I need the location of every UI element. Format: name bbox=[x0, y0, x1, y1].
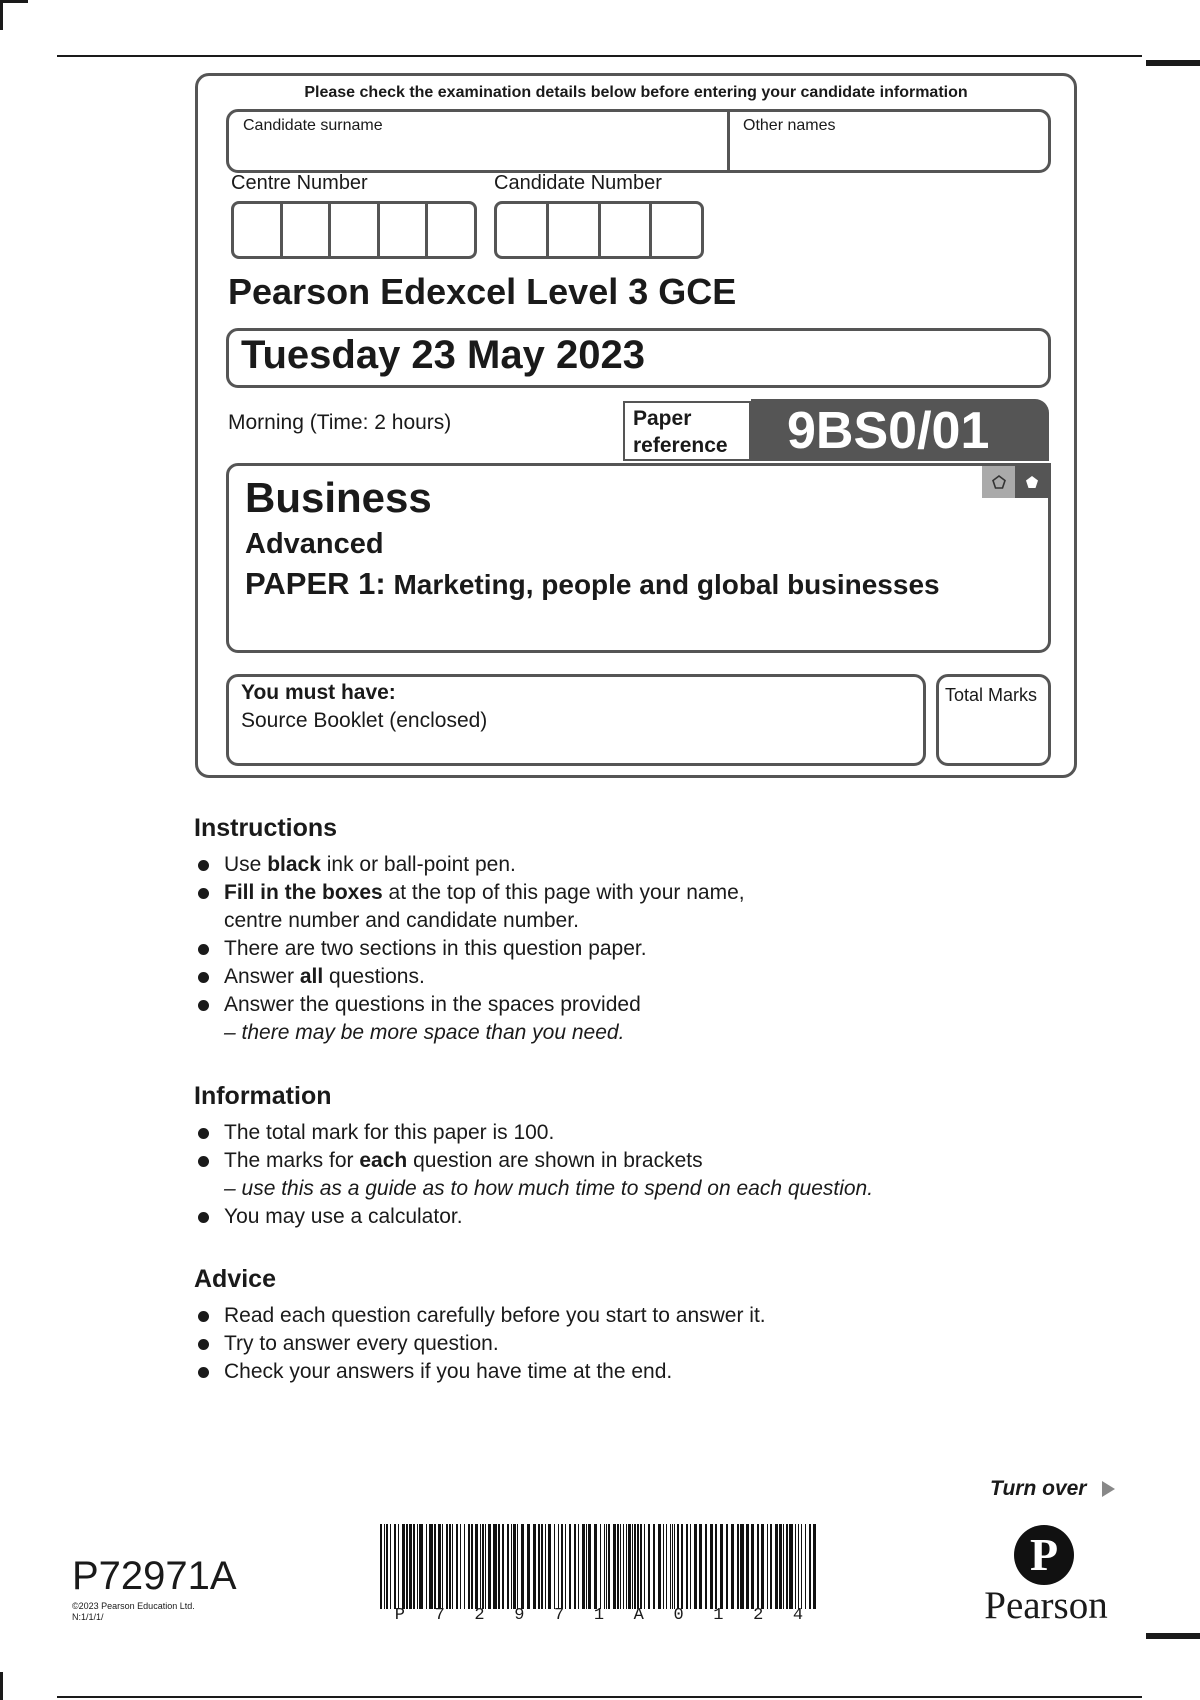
barcode-bar bbox=[480, 1524, 481, 1609]
barcode-bar bbox=[674, 1524, 675, 1609]
digit-box[interactable] bbox=[549, 204, 601, 256]
candidate-surname-field[interactable]: Candidate surname bbox=[243, 117, 383, 134]
paper-name: Marketing, people and global businesses bbox=[385, 569, 940, 600]
list-item bbox=[194, 1147, 994, 1203]
bottom-rule bbox=[57, 1696, 1142, 1698]
other-names-field[interactable]: Other names bbox=[743, 117, 836, 134]
barcode-bar bbox=[406, 1524, 408, 1609]
barcode-digit: 1 bbox=[593, 1606, 605, 1625]
barcode-bar bbox=[475, 1524, 478, 1609]
paper-reference-label-line-1: Paper bbox=[633, 407, 692, 430]
advice-section bbox=[194, 1265, 994, 1386]
barcode-bar bbox=[586, 1524, 587, 1609]
pearson-logo-mark: P bbox=[1014, 1525, 1074, 1585]
margin-mark-bottom-right bbox=[1146, 1633, 1200, 1639]
barcode-bar bbox=[554, 1524, 555, 1609]
paper-reference-label-line-2: reference bbox=[633, 434, 728, 457]
name-box bbox=[226, 109, 1051, 173]
item-italic: – there may be more space than you need. bbox=[224, 1021, 625, 1044]
paper-reference-code: 9BS0/01 bbox=[751, 399, 1049, 461]
barcode-bar bbox=[740, 1524, 744, 1609]
barcode-bar bbox=[786, 1524, 788, 1609]
barcode-bar bbox=[449, 1524, 451, 1609]
digit-box[interactable] bbox=[234, 204, 283, 256]
barcode-bar bbox=[767, 1524, 768, 1609]
barcode-bar bbox=[694, 1524, 697, 1609]
barcode-bar bbox=[798, 1524, 799, 1609]
barcode-bar bbox=[690, 1524, 691, 1609]
paper-number: PAPER 1: bbox=[245, 566, 386, 601]
barcode-bar bbox=[538, 1524, 540, 1609]
digit-box[interactable] bbox=[497, 204, 549, 256]
barcode-digit: 9 bbox=[514, 1606, 525, 1625]
centre-number-boxes[interactable] bbox=[231, 201, 477, 259]
barcode-digit: P bbox=[394, 1606, 405, 1625]
subject-box bbox=[226, 463, 1051, 653]
barcode-bar bbox=[409, 1524, 412, 1609]
barcode-bar bbox=[561, 1524, 563, 1609]
barcode-bar bbox=[434, 1524, 436, 1609]
digit-box[interactable] bbox=[331, 204, 380, 256]
barcode-bar bbox=[394, 1524, 396, 1609]
barcode-bar bbox=[751, 1524, 754, 1609]
barcode-bar bbox=[783, 1524, 784, 1609]
item-text: questions. bbox=[323, 965, 425, 988]
item-text: Answer bbox=[224, 965, 300, 988]
barcode-digit: 2 bbox=[753, 1606, 764, 1625]
copyright-line: ©2023 Pearson Education Ltd. bbox=[72, 1601, 195, 1611]
corner-mark-top-left-h bbox=[0, 0, 28, 3]
barcode-bar bbox=[521, 1524, 524, 1609]
list-item: Check your answers if you have time at the end. bbox=[194, 1358, 994, 1386]
subject-title: Business bbox=[245, 474, 432, 521]
barcode-bar bbox=[620, 1524, 621, 1609]
barcode-bar bbox=[460, 1524, 461, 1609]
barcode-bar bbox=[527, 1524, 530, 1609]
item-bold: all bbox=[299, 965, 324, 988]
barcode-bar bbox=[746, 1524, 749, 1609]
barcode-bar bbox=[426, 1524, 427, 1609]
barcode-bar bbox=[464, 1524, 465, 1609]
candidate-number-boxes[interactable] bbox=[494, 201, 704, 259]
barcode-bar bbox=[511, 1524, 512, 1609]
item-bold: black bbox=[267, 853, 321, 876]
check-details-note: Please check the examination details below before entering your candidate information bbox=[304, 84, 968, 101]
barcode-bar bbox=[438, 1524, 441, 1609]
barcode-bar bbox=[813, 1524, 816, 1609]
barcode-bar bbox=[613, 1524, 616, 1609]
barcode-bar bbox=[390, 1524, 391, 1609]
barcode-bar bbox=[663, 1524, 664, 1609]
barcode-bar bbox=[617, 1524, 619, 1609]
barcode-bar bbox=[398, 1524, 399, 1609]
barcode-bar bbox=[731, 1524, 734, 1609]
barcode-bar bbox=[569, 1524, 571, 1609]
list-item: Read each question carefully before you start to answer it. bbox=[194, 1302, 994, 1330]
barcode-bar bbox=[578, 1524, 579, 1609]
pearson-logo bbox=[972, 1525, 1120, 1635]
barcode-bar bbox=[623, 1524, 624, 1609]
item-bold: each bbox=[359, 1149, 408, 1172]
barcode-bar bbox=[715, 1524, 717, 1609]
name-box-divider bbox=[727, 112, 730, 170]
barcode-bar bbox=[634, 1524, 636, 1609]
barcode-bar bbox=[380, 1524, 382, 1609]
list-item bbox=[194, 991, 994, 1047]
item-text: ink or ball-point pen. bbox=[320, 853, 516, 876]
list-item: You may use a calculator. bbox=[194, 1203, 994, 1231]
calculator-icons bbox=[982, 466, 1048, 498]
barcode-bar bbox=[565, 1524, 566, 1609]
barcode-bar bbox=[686, 1524, 688, 1609]
digit-box[interactable] bbox=[428, 204, 474, 256]
barcode-bar bbox=[681, 1524, 683, 1609]
barcode-bar bbox=[737, 1524, 739, 1609]
barcode-bar bbox=[468, 1524, 470, 1609]
copyright-line: N:1/1/1/ bbox=[72, 1612, 104, 1622]
turn-over-arrow-icon bbox=[1102, 1481, 1115, 1497]
instructions-heading: Instructions bbox=[194, 814, 338, 842]
barcode-bar bbox=[558, 1524, 559, 1609]
barcode-bar bbox=[417, 1524, 418, 1609]
barcode-bar bbox=[517, 1524, 518, 1609]
barcode-bar bbox=[672, 1524, 673, 1609]
barcode-bar bbox=[761, 1524, 764, 1609]
item-text: Use bbox=[224, 853, 268, 876]
total-marks-label: Total Marks bbox=[945, 685, 1038, 705]
barcode-bar bbox=[644, 1524, 645, 1609]
information-heading: Information bbox=[194, 1082, 332, 1110]
barcode-bar bbox=[507, 1524, 509, 1609]
barcode-bar bbox=[384, 1524, 385, 1609]
barcode-bar bbox=[775, 1524, 778, 1609]
candidate-number-label: Candidate Number bbox=[494, 172, 662, 194]
corner-mark-bottom-left bbox=[0, 1672, 3, 1700]
digit-box[interactable] bbox=[380, 204, 429, 256]
barcode-bar bbox=[779, 1524, 782, 1609]
must-have-box bbox=[226, 674, 926, 766]
barcode-bar bbox=[805, 1524, 806, 1609]
must-have-label: You must have: bbox=[241, 681, 396, 704]
barcode-bar bbox=[413, 1524, 415, 1609]
barcode-bar bbox=[710, 1524, 713, 1609]
top-rule bbox=[57, 55, 1142, 57]
barcode-bar bbox=[594, 1524, 597, 1609]
barcode-bar bbox=[666, 1524, 667, 1609]
barcode-bar bbox=[658, 1524, 661, 1609]
paper-title bbox=[245, 566, 940, 602]
barcode-bar bbox=[705, 1524, 707, 1609]
turn-over-text: Turn over bbox=[990, 1477, 1087, 1500]
barcode-bar bbox=[795, 1524, 796, 1609]
information-section bbox=[194, 1082, 994, 1231]
barcode-bar bbox=[626, 1524, 627, 1609]
barcode-bar bbox=[545, 1524, 546, 1609]
barcode-bar bbox=[498, 1524, 500, 1609]
barcode-bar bbox=[677, 1524, 679, 1609]
date-box bbox=[226, 328, 1051, 388]
barcode-digit: 7 bbox=[554, 1606, 565, 1625]
barcode-bar bbox=[386, 1524, 388, 1609]
barcode-bar bbox=[419, 1524, 423, 1609]
barcode-digit: 0 bbox=[673, 1606, 684, 1625]
barcode-bar bbox=[637, 1524, 639, 1609]
must-have-item: Source Booklet (enclosed) bbox=[241, 709, 488, 732]
barcode-bar bbox=[482, 1524, 484, 1609]
digit-box[interactable] bbox=[283, 204, 332, 256]
item-text: centre number and candidate number. bbox=[224, 909, 579, 932]
barcode-bar bbox=[757, 1524, 759, 1609]
barcode-bar bbox=[632, 1524, 633, 1609]
barcode-digit: 2 bbox=[474, 1606, 485, 1625]
barcode bbox=[380, 1524, 818, 1609]
advice-heading: Advice bbox=[194, 1265, 276, 1293]
barcode-bar bbox=[809, 1524, 811, 1609]
barcode-bar bbox=[648, 1524, 650, 1609]
list-item bbox=[194, 851, 994, 879]
barcode-bar bbox=[488, 1524, 491, 1609]
barcode-bar bbox=[699, 1524, 702, 1609]
list-item bbox=[194, 879, 994, 935]
barcode-bar bbox=[653, 1524, 655, 1609]
barcode-digit: 7 bbox=[434, 1606, 445, 1625]
barcode-digits bbox=[380, 1606, 818, 1625]
pentagon-outline-icon bbox=[982, 466, 1015, 498]
item-italic: – use this as a guide as to how much time to spend on each question. bbox=[224, 1177, 874, 1200]
exam-details-frame bbox=[195, 73, 1077, 778]
pentagon-filled-icon bbox=[1015, 466, 1048, 498]
item-text: at the top of this page with your name, bbox=[382, 881, 745, 904]
corner-mark-top-left bbox=[0, 0, 3, 30]
barcode-bar bbox=[574, 1524, 576, 1609]
list-item: There are two sections in this question paper. bbox=[194, 935, 994, 963]
instructions-section bbox=[194, 814, 994, 1047]
digit-box[interactable] bbox=[652, 204, 701, 256]
barcode-bar bbox=[600, 1524, 601, 1609]
item-text: question are shown in brackets bbox=[407, 1149, 703, 1172]
barcode-bar bbox=[720, 1524, 723, 1609]
barcode-bar bbox=[533, 1524, 536, 1609]
exam-date: Tuesday 23 May 2023 bbox=[241, 333, 645, 377]
qualification-title: Pearson Edexcel Level 3 GCE bbox=[228, 271, 737, 312]
digit-box[interactable] bbox=[601, 204, 653, 256]
barcode-bar bbox=[628, 1524, 631, 1609]
barcode-bar bbox=[726, 1524, 728, 1609]
barcode-bar bbox=[452, 1524, 453, 1609]
barcode-bar bbox=[493, 1524, 497, 1609]
copyright bbox=[72, 1601, 195, 1623]
barcode-bar bbox=[402, 1524, 405, 1609]
item-bold: Fill in the boxes bbox=[224, 881, 383, 904]
barcode-bar bbox=[770, 1524, 772, 1609]
barcode-bar bbox=[442, 1524, 443, 1609]
barcode-bar bbox=[456, 1524, 458, 1609]
centre-number-label: Centre Number bbox=[231, 172, 368, 194]
list-item bbox=[194, 963, 994, 991]
barcode-bar bbox=[429, 1524, 433, 1609]
item-text: The marks for bbox=[224, 1149, 360, 1172]
list-item: Try to answer every question. bbox=[194, 1330, 994, 1358]
barcode-bar bbox=[541, 1524, 543, 1609]
barcode-bar bbox=[502, 1524, 504, 1609]
item-text: Answer the questions in the spaces provided bbox=[224, 993, 641, 1016]
list-item: The total mark for this paper is 100. bbox=[194, 1119, 994, 1147]
exam-session: Morning (Time: 2 hours) bbox=[228, 411, 452, 434]
barcode-bar bbox=[640, 1524, 642, 1609]
pearson-wordmark: Pearson bbox=[984, 1584, 1108, 1627]
margin-mark-top-right bbox=[1146, 60, 1200, 66]
barcode-bar bbox=[513, 1524, 516, 1609]
barcode-bar bbox=[801, 1524, 802, 1609]
barcode-bar bbox=[446, 1524, 448, 1609]
paper-reference-label bbox=[623, 401, 751, 461]
barcode-bar bbox=[608, 1524, 610, 1609]
barcode-bar bbox=[789, 1524, 793, 1609]
barcode-digit: 4 bbox=[792, 1606, 804, 1625]
subject-level: Advanced bbox=[245, 528, 384, 560]
barcode-digit: A bbox=[633, 1606, 644, 1625]
barcode-bar bbox=[588, 1524, 591, 1609]
barcode-digit: 1 bbox=[713, 1606, 724, 1625]
barcode-bar bbox=[670, 1524, 671, 1609]
barcode-bar bbox=[606, 1524, 607, 1609]
barcode-bar bbox=[604, 1524, 605, 1609]
barcode-bar bbox=[471, 1524, 473, 1609]
barcode-bar bbox=[485, 1524, 486, 1609]
barcode-bar bbox=[548, 1524, 551, 1609]
paper-code: P72971A bbox=[72, 1554, 237, 1598]
total-marks-box bbox=[936, 674, 1051, 766]
barcode-bar bbox=[582, 1524, 585, 1609]
